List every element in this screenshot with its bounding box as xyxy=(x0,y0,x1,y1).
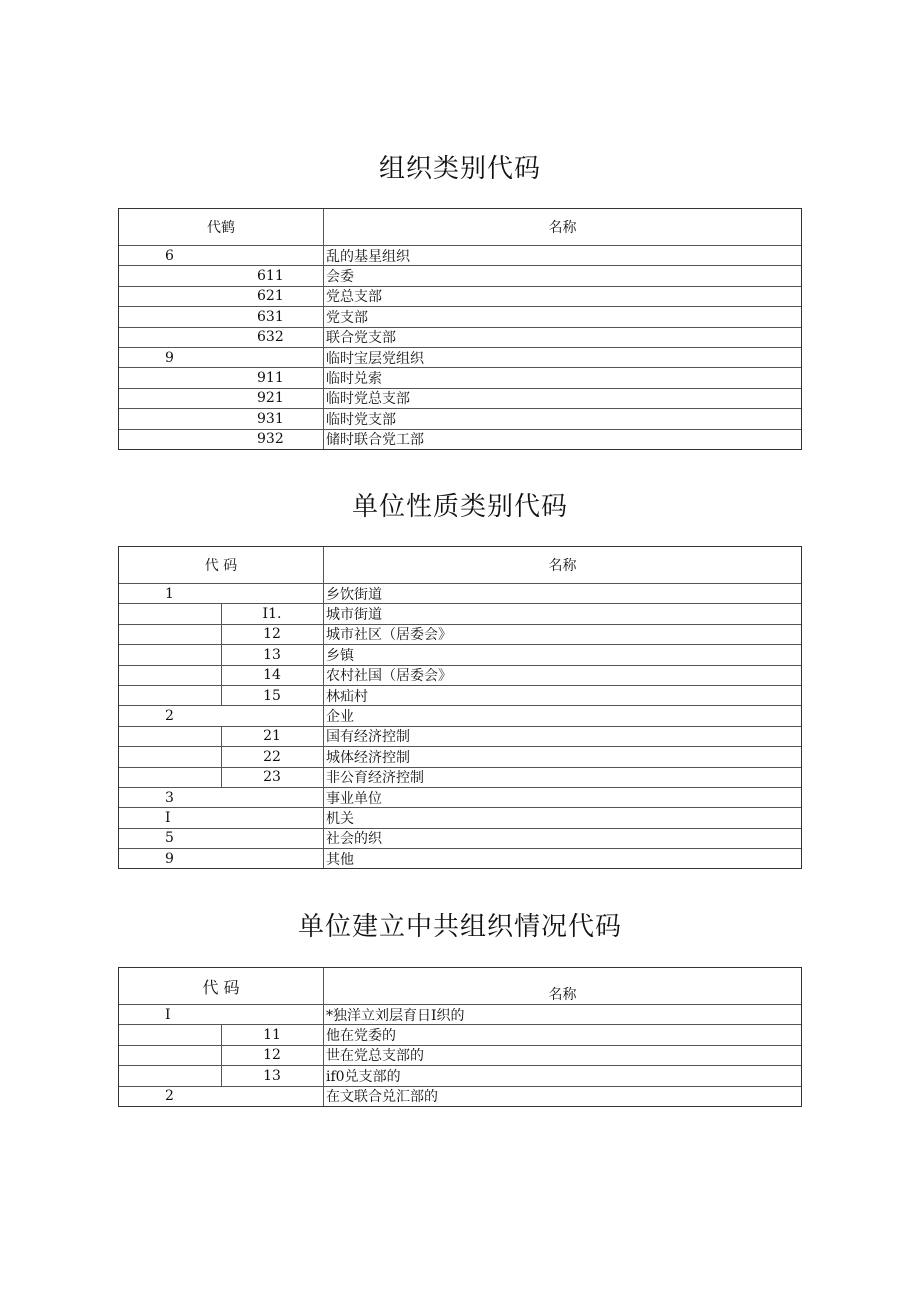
table-row xyxy=(119,1024,801,1044)
code-cell: 9 xyxy=(165,349,174,366)
code-cell: 2 xyxy=(165,1088,174,1105)
section1-table xyxy=(118,208,802,450)
name-cell: 企业 xyxy=(323,706,801,725)
table-row xyxy=(119,429,801,449)
table-row xyxy=(119,1086,801,1106)
code-cell: 621 xyxy=(257,288,284,305)
code-cell: 14 xyxy=(263,667,281,684)
name-cell: 在文联合兑汇部的 xyxy=(323,1087,801,1106)
code-cell: I xyxy=(165,809,171,826)
name-cell: 城体经济控制 xyxy=(323,747,801,766)
name-cell: 临时兑索 xyxy=(323,368,801,387)
table-header xyxy=(119,968,801,1004)
name-cell: 国有经济控制 xyxy=(323,727,801,746)
name-cell: 乡镇 xyxy=(323,645,801,664)
table-header xyxy=(119,209,801,245)
table-row xyxy=(119,665,801,685)
code-cell: 23 xyxy=(263,769,281,786)
table-row xyxy=(119,245,801,265)
code-cell: 611 xyxy=(257,268,284,285)
table-row xyxy=(119,848,801,868)
table-row xyxy=(119,807,801,827)
name-cell: 世在党总支部的 xyxy=(323,1046,801,1065)
table-row xyxy=(119,327,801,347)
code-cell: I1. xyxy=(262,606,282,623)
table-row xyxy=(119,787,801,807)
name-cell: *独洋立刘层育日I织的 xyxy=(323,1005,801,1024)
table-row xyxy=(119,306,801,326)
name-cell: if0兑支部的 xyxy=(323,1066,801,1085)
table-row xyxy=(119,583,801,603)
code-cell: 13 xyxy=(263,646,281,663)
code-cell: 932 xyxy=(257,431,284,448)
name-cell: 临时党总支部 xyxy=(323,389,801,408)
section2-table xyxy=(118,546,802,869)
table-row xyxy=(119,408,801,428)
header-name: 名称 xyxy=(323,547,801,583)
header-code: 代 码 xyxy=(204,558,238,574)
code-cell: 2 xyxy=(165,708,174,725)
name-cell: 社会的织 xyxy=(323,829,801,848)
name-cell: 储时联合党工部 xyxy=(323,430,801,449)
name-cell: 林疝村 xyxy=(323,686,801,705)
table-row xyxy=(119,624,801,644)
table-row xyxy=(119,726,801,746)
code-cell: 921 xyxy=(257,390,284,407)
code-cell: 631 xyxy=(257,308,284,325)
code-cell: 9 xyxy=(165,850,174,867)
code-cell: 11 xyxy=(263,1027,281,1044)
table-row xyxy=(119,1045,801,1065)
code-cell: 931 xyxy=(257,410,284,427)
name-cell: 乡饮街道 xyxy=(323,584,801,603)
table-row xyxy=(119,347,801,367)
name-cell: 城市社区（居委会》 xyxy=(323,625,801,644)
code-cell: 22 xyxy=(263,748,281,765)
header-code: 代 码 xyxy=(202,977,240,997)
code-cell: 632 xyxy=(257,329,284,346)
table-row xyxy=(119,705,801,725)
table-row xyxy=(119,746,801,766)
table-header xyxy=(119,547,801,583)
name-cell: 临时宝层党组织 xyxy=(323,348,801,367)
section3-title: 单位建立中共组织情况代码 xyxy=(297,912,622,942)
code-cell: 6 xyxy=(165,247,174,264)
name-cell: 事业单位 xyxy=(323,788,801,807)
name-cell: 机关 xyxy=(323,808,801,827)
code-cell: 911 xyxy=(257,370,284,387)
table-row xyxy=(119,367,801,387)
name-cell: 非公育经济控制 xyxy=(323,768,801,787)
table-row xyxy=(119,286,801,306)
section1-title: 组织类别代码 xyxy=(378,154,541,184)
name-cell: 联合党支部 xyxy=(323,328,801,347)
table-row xyxy=(119,1004,801,1024)
name-cell: 会委 xyxy=(323,266,801,285)
code-cell: I xyxy=(165,1006,171,1023)
name-cell: 他在党委的 xyxy=(323,1025,801,1044)
table-row xyxy=(119,1065,801,1085)
code-cell: 13 xyxy=(263,1067,281,1084)
name-cell: 党支部 xyxy=(323,307,801,326)
table-row xyxy=(119,767,801,787)
table-row xyxy=(119,265,801,285)
name-cell: 农村社国（居委会》 xyxy=(323,666,801,685)
section3-table xyxy=(118,967,802,1107)
name-cell: 其他 xyxy=(323,849,801,868)
code-cell: 5 xyxy=(165,830,174,847)
header-name: 名称 xyxy=(323,968,801,1004)
header-code: 代鹤 xyxy=(207,220,235,236)
table-row xyxy=(119,603,801,623)
section2-title: 单位性质类别代码 xyxy=(351,492,568,522)
name-cell: 临时党支部 xyxy=(323,409,801,428)
code-cell: 1 xyxy=(165,585,174,602)
table-row xyxy=(119,644,801,664)
code-cell: 15 xyxy=(263,687,281,704)
name-cell: 城市街道 xyxy=(323,604,801,623)
table-row xyxy=(119,685,801,705)
name-cell: 乱的基星组织 xyxy=(323,246,801,265)
header-name: 名称 xyxy=(323,209,801,245)
code-cell: 21 xyxy=(263,728,281,745)
code-cell: 12 xyxy=(263,626,281,643)
table-row xyxy=(119,388,801,408)
code-cell: 12 xyxy=(263,1047,281,1064)
name-cell: 党总支部 xyxy=(323,287,801,306)
table-row xyxy=(119,828,801,848)
code-cell: 3 xyxy=(165,789,174,806)
